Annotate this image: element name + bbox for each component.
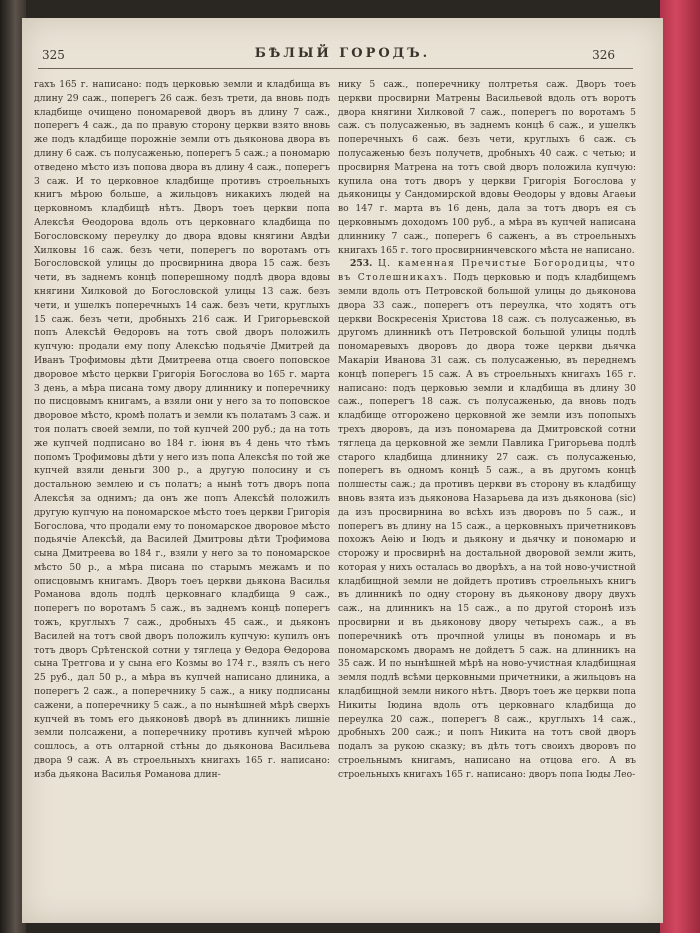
church-entry bbox=[338, 257, 636, 781]
left-text-column bbox=[34, 78, 330, 782]
running-title: БѢЛЫЙ ГОРОДЪ. bbox=[254, 46, 431, 61]
header-rule bbox=[38, 68, 633, 69]
left-page-number: 325 bbox=[42, 48, 65, 62]
right-text-column bbox=[338, 78, 636, 782]
right-page-number: 326 bbox=[592, 48, 615, 62]
entry-heading: Ц. каменная Пречистые Богородицы, что въ Столешникахъ. bbox=[338, 258, 636, 284]
right-column-text-1: нику 5 саж., поперечнику полтретья саж. Дворъ тоеъ церкви просвирни Матрены Васильевой вдоль отъ воротъ двора княгини Хилковой 7 саж., поперегъ по воротамъ 5 саж. съ полусаженью, въ заднемъ концѣ 6 саж., и ушелкъ поперечныхъ 6 саж. безъ чети, круглыхъ 6 саж. съ полусаженью безъ получетв, дробныхъ 40 саж. с четью; и просвирня Матрена на тотъ свой дворъ положила купчую: купила она тотъ дворъ у церкви Григорія Богослова у дьяконицы у Сандомирской вдовы Ѳеодоры у вдовы Агаѳьи во 147 г. марта въ 16 день, дала за тотъ дворъ ея съ церковнымъ доходомъ 100 руб., а мѣра въ купчей написана длиннику 7 саж., поперегъ 6 саженъ, а въ строельныхъ книгахъ 165 г. того просвирнинчевского мѣста не написано. bbox=[338, 79, 636, 256]
left-column-text: гахъ 165 г. написано: подъ церковью земли и кладбища въ длину 29 саж., поперегъ 26 саж. безъ трети, да вновь подъ кладбище очищено пономаревой дворъ въ длину 7 саж., поперегъ 4 саж., да по правую сторону церкви взято вновь же подъ кладбище порожніе земли отъ дьяконова двора въ длину 6 саж. съ полусаженью, поперегъ 5 саж.; а пономарю отведено мѣсто изъ попова двора въ длину 4 саж., поперегъ 3 саж. И то церковное кладбище противъ строельныхъ книгъ мѣрою больше, а жильцовъ никакихъ людей на церковномъ кладбищѣ нѣтъ. Дворъ тоеъ церкви попа Алексѣя Ѳеодорова вдоль отъ церковнаго кладбища по Богословскому переулку до двора вдовы княгини Авдѣи Хилковы 16 саж. безъ чети, поперегъ по воротамъ отъ Богословской улицы до просвирнина двора 15 саж. безъ чети, въ заднемъ концѣ поперешному подлѣ двора вдовы княгини Хилковой до Богословской улицы 13 саж. безъ чети, и ушелкъ поперечныхъ 14 саж. безъ чети, круглыхъ 15 саж. безъ чети, дробныхъ 216 саж. И Григорьевской попъ Алексѣй Ѳедоровъ на тотъ свой дворъ положилъ купчую: продали ему попу Алексѣю подьячіе Дмитрей да Иванъ Трофимовы дѣти Дмитреева отца своего поповское дворовое мѣсто церкви Григорія Богослова во 165 г. марта 3 день, а мѣра писана тому двору длиннику и поперечнику по писцовымъ книгамъ, а взяли они у него за то поповское дворовое мѣсто, кромѣ полатъ и земли къ полатамъ 3 саж. и тоя полатъ своей земли, по той купчей 200 руб.; да на тоть же купчей подписано во 184 г. іюня въ 4 день что тѣмъ попомъ Трофимовы дѣти у него изъ попа Алексѣя по той же купчей взяли деньги 300 р., а другую полосину и съ достальною землею и съ полатъ; а нынѣ тотъ дворъ попа Алексѣя за однимъ; да онъ же попъ Алексѣй положилъ другую купчую на пономарское мѣсто тоеъ церкви Григорія Богослова, что продали ему то пономарское дворовое мѣсто подьячіе Алексѣй, да Василей Дмитровы дѣти Трофимова сына Дмитреева во 184 г., взяли у него за то пономарское мѣсто 50 р., а мѣра писана по старымъ межамъ и по описцовымъ книгамъ. Дворъ тоеъ церкви дьякона Василья Романова вдоль подлѣ церковнаго кладбища 9 саж., поперегъ по воротамъ 5 саж., въ заднемъ концѣ поперегъ тожъ, круглыхъ 7 саж., дробныхъ 45 саж., и дьяконъ Василей на тотъ свой дворъ положилъ купчую: купилъ онъ тотъ дворъ Срѣтенской сотни у тяглеца у Ѳедора Ѳедорова сына Третгова и у сына его Козмы во 174 г., взялъ съ него 25 руб., дал 50 р., а мѣра въ купчей написано длиника, а поперегъ 2 саж., а поперечнику 5 саж., а нику подписаны сажени, а поперечнику 5 саж., а по нынѣшней мѣрѣ сверхъ купчей въ томъ его дьяконовѣ дворѣ въ длинникъ лишніе земли полсажени, а поперечнику противъ купчей мѣрою сошлось, а отъ олтарной стѣны до дьяконова Васильева двора 9 саж. А въ строельныхъ книгахъ 165 г. написано: изба дьякона Василья Романова длин- bbox=[34, 79, 330, 780]
book-cover-edge bbox=[660, 0, 700, 933]
entry-number: 253. bbox=[350, 258, 373, 270]
right-column-text-2: Подъ церковью и подъ кладбищемъ земли вдоль отъ Петровской большой улицы до дьяконова двора 33 саж., поперегъ отъ переулка, что ходятъ отъ церкви Воскресенія Христова 18 саж. съ полусаженью, въ другомъ длинникѣ отъ Петровской большой улицы подлѣ пономаревыхъ дворовъ до двора тоже церкви дьячка Макаріи Иванова 31 саж. съ полусаженью, въ переднемъ концѣ поперегъ 15 саж. А въ строельныхъ книгахъ 165 г. написано: подъ церковью земли и кладбища въ длину 30 саж., поперегъ 18 саж. съ полусаженью, да вновь подъ кладбище отгорожено церковной же земли изъ попопыхъ трехъ дворовъ, да изъ пономарева да Дмитровской сотни тяглеца да церковной же земли Павлика Григорьева подлѣ старого кладбища длиннику 27 саж. съ полусаженью, поперегъ въ одномъ концѣ 5 саж., а въ другомъ концѣ полшесты саж.; да противъ церкви въ сторону въ кладбищу вновь взята изъ дьяконова Назарьева да изъ дьяконова (sic) да изъ просвирнина во всѣхъ изъ дворовъ по 5 саж., и поперегъ въ длину на 15 саж., а церковныхъ причетниковъ похожъ Аѳію и Іюдъ и дьякону и дьячку и пономарю и сторожу и просвирнѣ на достальной дворовой земли жить, которая у нихъ осталась во дворѣхъ, а на той ново-учистной кладбищной земли не дойдетъ противъ строельныхъ книгъ въ длинникѣ по одну сторону въ дьяконову двору двухъ саж., на длинникъ на 15 саж., а по другой сторонѣ изъ просвирни и въ дьяконову двору четырехъ саж., а въ поперечникѣ отъ прочпной улицы въ пономарь и въ пономарскомъ дворамъ не дойдетъ 5 саж. на длинникъ на 35 саж. И по нынѣшней мѣрѣ на ново-учистная кладбищная земля подлѣ всѣми церковными причетники, а жильцовъ на кладбищной земли никого нѣтъ. Дворъ тоеъ же церкви попа Никиты Іюдина вдоль отъ церковнаго кладбища до переулка 20 саж., поперегъ 8 саж., круглыхъ 14 саж., дробныхъ 200 саж.; и попъ Никита на тотъ свой дворъ подалъ за рукою сказку; въ дѣть тотъ своихъ дворовъ по строельнымъ книгамъ, написано на отцова его. А въ строельныхъ книгахъ 165 г. написано: дворъ попа Іюды Лео- bbox=[338, 272, 636, 780]
page-header bbox=[22, 18, 663, 76]
book-page bbox=[22, 18, 663, 923]
